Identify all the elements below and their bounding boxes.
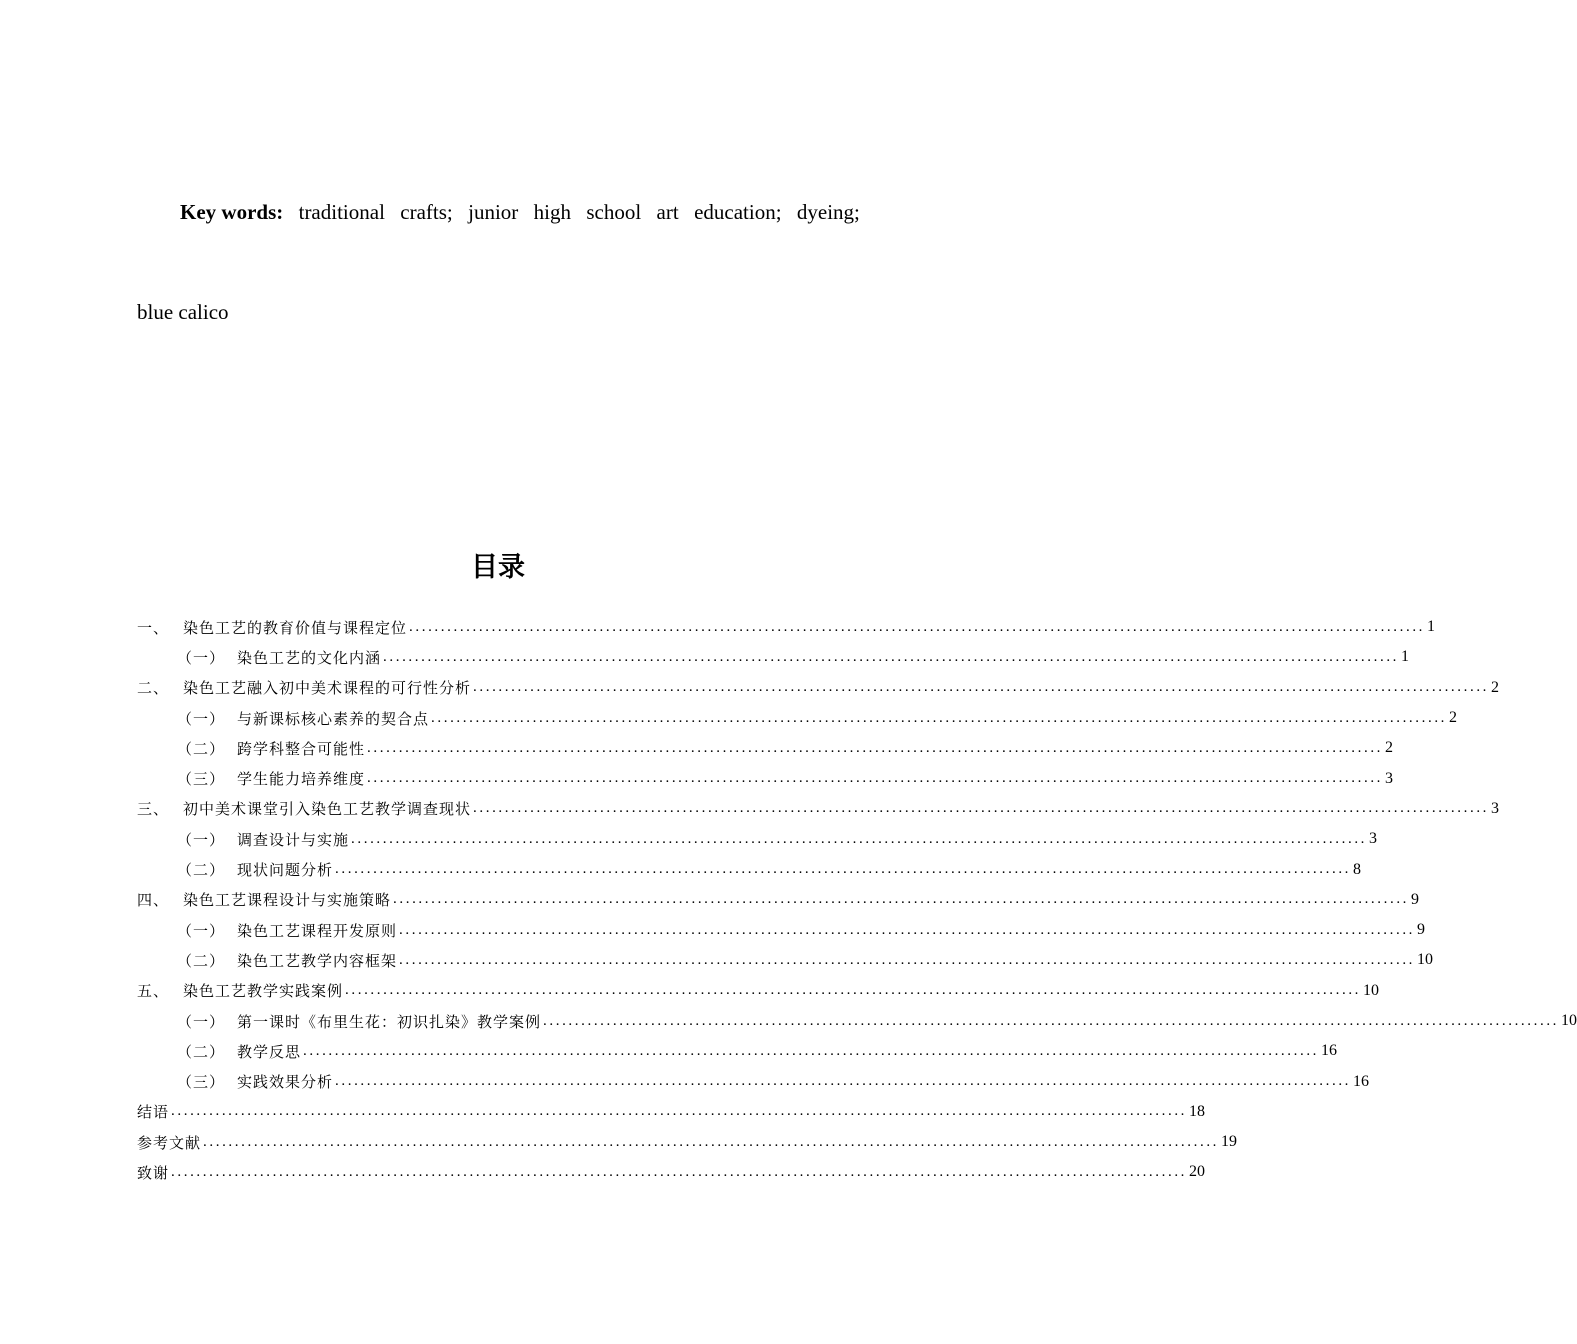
toc-leader-dots: ................................................................................................................................................................	[303, 1042, 1320, 1059]
toc-entry[interactable]	[137, 612, 1436, 642]
toc-entry[interactable]	[137, 673, 1500, 703]
toc-entry-page: 2	[1449, 709, 1458, 727]
toc-entry-number: 一、	[137, 618, 170, 637]
toc-entry-title: 与新课标核心素养的契合点	[237, 709, 430, 728]
toc-entry[interactable]	[137, 854, 1362, 884]
toc-leader-dots: ................................................................................................................................................................	[345, 982, 1362, 999]
toc-leader-dots: ................................................................................................................................................................	[335, 861, 1352, 878]
toc-entry[interactable]	[137, 703, 1458, 733]
toc-entry[interactable]	[137, 976, 1380, 1006]
toc-entry-title: 染色工艺教学实践案例	[183, 982, 344, 1001]
toc-entry-title: 跨学科整合可能性	[237, 739, 366, 758]
toc-entry[interactable]	[137, 915, 1426, 945]
toc-entry-number: （一）	[177, 830, 226, 849]
toc-leader-dots: ................................................................................................................................................................	[473, 800, 1490, 817]
toc-entry-page: 2	[1491, 678, 1500, 696]
keywords-label: Key words:	[180, 200, 284, 224]
keyword-word: education;	[694, 200, 782, 224]
toc-entry-title: 教学反思	[237, 1042, 302, 1061]
toc-entry-page: 20	[1189, 1163, 1206, 1181]
toc-leader-dots: ................................................................................................................................................................	[203, 1133, 1220, 1150]
toc-entry-title: 结语	[137, 1103, 170, 1122]
toc-entry[interactable]	[137, 763, 1394, 793]
toc-entry-page: 1	[1427, 618, 1436, 636]
toc-entry-page: 18	[1189, 1102, 1206, 1120]
toc-entry-title: 染色工艺教学内容框架	[237, 951, 398, 970]
toc-entry-title: 致谢	[137, 1163, 170, 1182]
toc-entry-number: （一）	[177, 921, 226, 940]
toc-entry-number: 三、	[137, 800, 170, 819]
toc-entry-number: （二）	[177, 951, 226, 970]
keyword-word: dyeing;	[796, 200, 860, 224]
toc-entry-title: 现状问题分析	[237, 861, 334, 880]
toc-entry[interactable]	[137, 1006, 1577, 1036]
toc-entry-title: 初中美术课堂引入染色工艺教学调查现状	[183, 800, 472, 819]
toc-leader-dots: ................................................................................................................................................................	[335, 1073, 1352, 1090]
toc-entry-page: 16	[1353, 1072, 1370, 1090]
toc-entry-title: 染色工艺的教育价值与课程定位	[183, 618, 408, 637]
keywords-line	[180, 200, 860, 225]
toc-leader-dots: ................................................................................................................................................................	[367, 770, 1384, 787]
toc-leader-dots: ................................................................................................................................................................	[399, 951, 1416, 968]
toc-entry-number: （一）	[177, 709, 226, 728]
toc-entry-title: 染色工艺课程设计与实施策略	[183, 891, 392, 910]
keyword-word: crafts;	[400, 200, 453, 224]
keyword-word: high	[533, 200, 571, 224]
toc-entry[interactable]	[137, 885, 1420, 915]
toc-entry-title: 学生能力培养维度	[237, 770, 366, 789]
toc-entry-number: 四、	[137, 891, 170, 910]
toc-entry-number: （三）	[177, 1073, 226, 1092]
keywords-continuation: blue calico	[137, 300, 229, 324]
toc-leader-dots: ................................................................................................................................................................	[409, 618, 1426, 635]
keyword-word: school	[586, 200, 642, 224]
toc-entry-title: 染色工艺融入初中美术课程的可行性分析	[183, 679, 472, 698]
toc-entry-title: 调查设计与实施	[237, 830, 350, 849]
toc-entry-page: 19	[1221, 1133, 1238, 1151]
toc-entry-number: （一）	[177, 1012, 226, 1031]
toc-entry-number: （三）	[177, 770, 226, 789]
toc-entry-page: 9	[1411, 890, 1420, 908]
toc-leader-dots: ................................................................................................................................................................	[171, 1103, 1188, 1120]
toc-entry[interactable]	[137, 1036, 1338, 1066]
toc-entry[interactable]	[137, 1127, 1238, 1157]
toc-leader-dots: ................................................................................................................................................................	[399, 921, 1416, 938]
toc-entry[interactable]	[137, 945, 1434, 975]
toc-entry-title: 参考文献	[137, 1133, 202, 1152]
toc-entry[interactable]	[137, 824, 1378, 854]
toc-entry[interactable]	[137, 1097, 1206, 1127]
toc-entry-page: 8	[1353, 860, 1362, 878]
keyword-word: junior	[468, 200, 519, 224]
toc-entry-page: 16	[1321, 1042, 1338, 1060]
toc-leader-dots: ................................................................................................................................................................	[367, 739, 1384, 756]
toc-entry-page: 9	[1417, 921, 1426, 939]
toc-entry-number: （二）	[177, 861, 226, 880]
toc-entry-number: （二）	[177, 1042, 226, 1061]
toc-leader-dots: ................................................................................................................................................................	[431, 709, 1448, 726]
toc-entry-number: 五、	[137, 982, 170, 1001]
keyword-word: traditional	[298, 200, 385, 224]
toc-entry-number: （二）	[177, 739, 226, 758]
toc-leader-dots: ................................................................................................................................................................	[543, 1012, 1560, 1029]
toc-entry-page: 1	[1401, 648, 1410, 666]
toc-entry[interactable]	[137, 1157, 1206, 1187]
toc-entry[interactable]	[137, 642, 1410, 672]
toc-leader-dots: ................................................................................................................................................................	[171, 1163, 1188, 1180]
toc-entry-page: 10	[1561, 1012, 1577, 1029]
toc-leader-dots: ................................................................................................................................................................	[351, 830, 1368, 847]
toc-leader-dots: ................................................................................................................................................................	[383, 648, 1400, 665]
toc-entry-number: 二、	[137, 679, 170, 698]
toc-entry-title: 实践效果分析	[237, 1073, 334, 1092]
toc-entry-page: 3	[1369, 830, 1378, 848]
toc-entry-number: （一）	[177, 648, 226, 667]
toc-entry[interactable]	[137, 1066, 1370, 1096]
toc-entry-page: 10	[1363, 981, 1380, 999]
toc-entry[interactable]	[137, 733, 1394, 763]
toc-entry-page: 2	[1385, 739, 1394, 757]
toc-entry-title: 染色工艺课程开发原则	[237, 921, 398, 940]
toc-entry[interactable]	[137, 794, 1500, 824]
keyword-word: art	[656, 200, 679, 224]
toc-entry-page: 10	[1417, 951, 1434, 969]
toc-entry-title: 第一课时《布里生花：初识扎染》教学案例	[237, 1012, 542, 1031]
toc-leader-dots: ................................................................................................................................................................	[473, 679, 1490, 696]
toc-leader-dots: ................................................................................................................................................................	[393, 891, 1410, 908]
table-of-contents	[137, 612, 1577, 1188]
toc-title: 目录	[471, 552, 525, 583]
toc-entry-title: 染色工艺的文化内涵	[237, 648, 382, 667]
toc-entry-page: 3	[1385, 769, 1394, 787]
toc-entry-page: 3	[1491, 799, 1500, 817]
